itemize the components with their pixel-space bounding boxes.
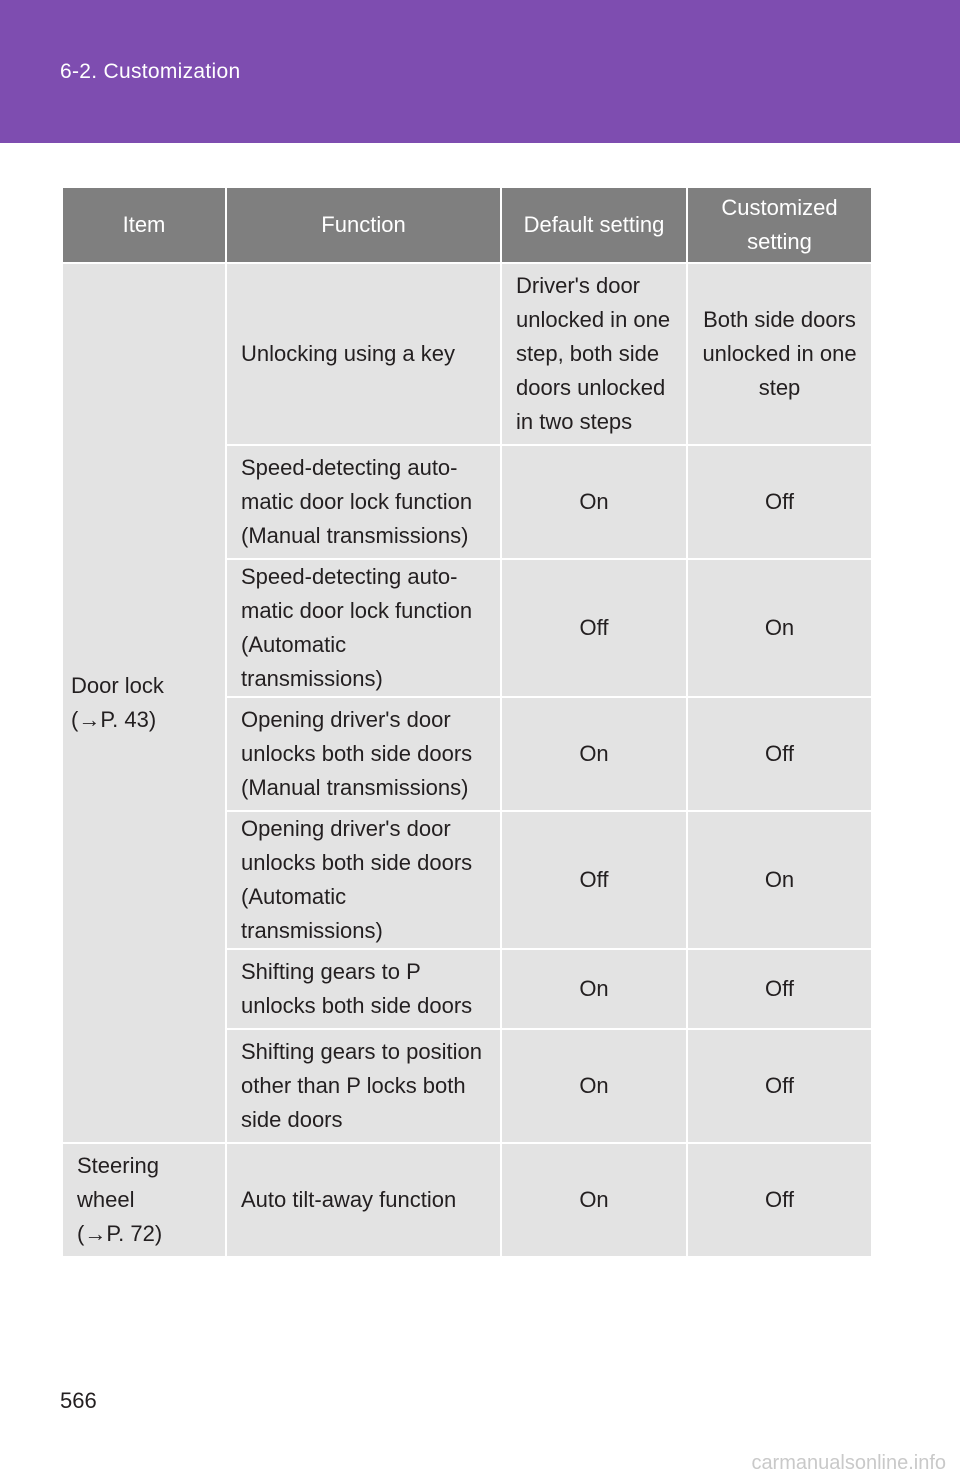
function-cell: Speed-detecting auto- matic door lock function (Manual transmissions): [226, 445, 501, 559]
table-header-row: [62, 187, 872, 263]
function-cell: Speed-detecting auto- matic door lock function (Automatic transmissions): [226, 559, 501, 697]
column-header-item: Item: [62, 187, 226, 263]
column-header-function: Function: [226, 187, 501, 263]
customized-setting-cell: Off: [687, 949, 872, 1029]
default-setting-cell: On: [501, 697, 687, 811]
customized-setting-cell: Off: [687, 445, 872, 559]
default-setting-cell: Off: [501, 559, 687, 697]
function-cell: Shifting gears to position other than P locks both side doors: [226, 1029, 501, 1143]
section-title: 6-2. Customization: [60, 60, 241, 83]
customized-setting-cell: On: [687, 559, 872, 697]
table-row: [62, 1143, 872, 1257]
column-header-customized-setting: Customized setting: [687, 187, 872, 263]
default-setting-cell: Off: [501, 811, 687, 949]
customized-setting-cell: Off: [687, 697, 872, 811]
function-cell: Shifting gears to P unlocks both side doors: [226, 949, 501, 1029]
default-setting-cell: On: [501, 445, 687, 559]
watermark: carmanualsonline.info: [751, 1452, 946, 1474]
function-cell: Auto tilt-away function: [226, 1143, 501, 1257]
item-steering-wheel: Steering wheel (→P. 72): [62, 1143, 226, 1257]
function-cell: Opening driver's door unlocks both side doors (Manual transmissions): [226, 697, 501, 811]
customized-setting-cell: Off: [687, 1143, 872, 1257]
customized-setting-cell: On: [687, 811, 872, 949]
customization-table: [61, 186, 873, 1258]
table-row: [62, 263, 872, 445]
customized-setting-cell: Off: [687, 1029, 872, 1143]
default-setting-cell: Driver's door unlocked in one step, both side doors unlocked in two steps: [501, 263, 687, 445]
column-header-default-setting: Default setting: [501, 187, 687, 263]
function-cell: Unlocking using a key: [226, 263, 501, 445]
default-setting-cell: On: [501, 949, 687, 1029]
page-number: 566: [60, 1388, 97, 1413]
default-setting-cell: On: [501, 1143, 687, 1257]
function-cell: Opening driver's door unlocks both side doors (Automatic transmissions): [226, 811, 501, 949]
default-setting-cell: On: [501, 1029, 687, 1143]
item-door-lock: Door lock (→P. 43): [62, 263, 226, 1143]
customized-setting-cell: Both side doors unlocked in one step: [687, 263, 872, 445]
